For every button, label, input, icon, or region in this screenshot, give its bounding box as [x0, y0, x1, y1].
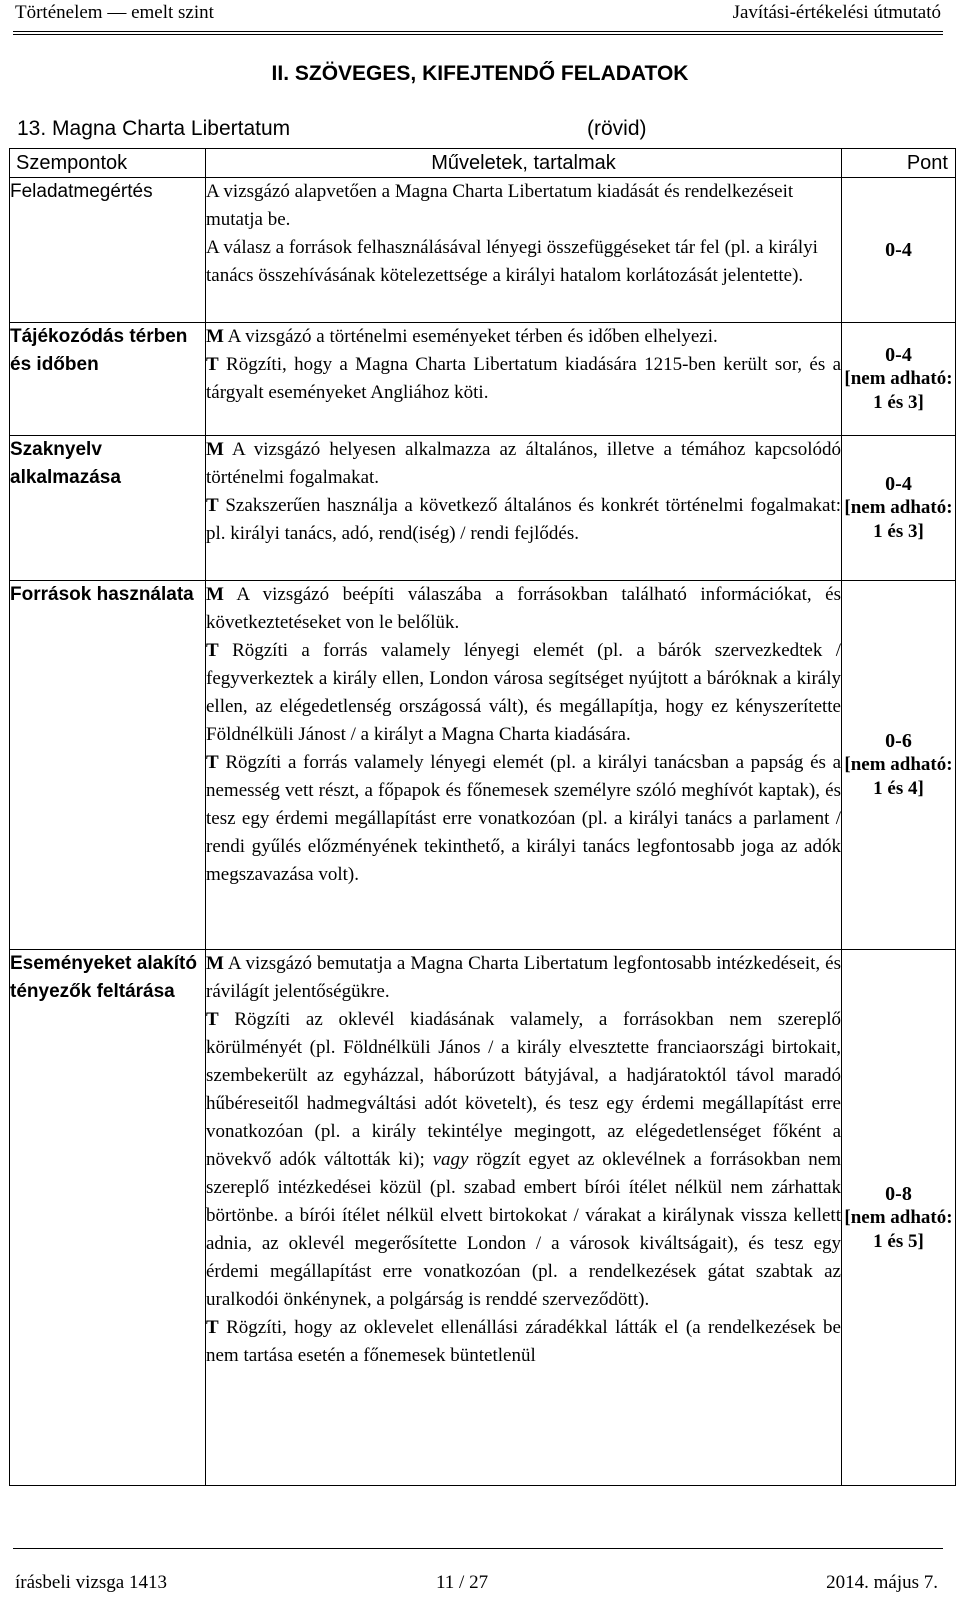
points-cell	[842, 323, 956, 436]
paragraph-text: A vizsgázó helyesen alkalmazza az általános, illetve a témához kapcsolódó történelmi fogalmakat.	[206, 439, 841, 488]
header-subject: Történelem — emelt szint	[15, 2, 214, 23]
col-header-points: Pont	[842, 149, 956, 178]
header-rule	[13, 31, 943, 32]
content-paragraph	[206, 492, 841, 548]
paragraph-text: Szakszerűen használja a következő általános és konkrét történelmi fogalmakat: pl. királyi tanács, adó, rend(iség) / rendi fejlődés.	[206, 495, 842, 544]
points-value: 0-4	[885, 473, 912, 495]
col-header-criteria: Szempontok	[10, 149, 206, 178]
page-header	[0, 0, 960, 30]
content-paragraph	[206, 323, 841, 351]
points-cell	[842, 436, 956, 581]
points-cell	[842, 950, 956, 1486]
content-paragraph: A válasz a források felhasználásával lényegi összefüggéseket tár fel (pl. a királyi tanács összehívásának kötelezettsége a királyi hatalom korlátozását jelentette).	[206, 237, 818, 286]
points-value: 0-4	[885, 344, 912, 366]
paragraph-label: M	[206, 326, 224, 347]
paragraph-text: Rögzíti, hogy az oklevelet ellenállási záradékkal látták el (a rendelkezések be nem tartása esetén a főnemesek büntetlenül	[206, 1317, 841, 1366]
content-paragraph	[206, 637, 841, 749]
paragraph-text: Rögzíti az oklevél kiadásának valamely, a forrásokban nem szereplő körülményét (pl. Földnélküli János / a király elvesztette franciaországi birtokait, szembekerült az egyházzal, háborúzott bátyjával, a hadjáratoktól távol maradó hűbéreseitől hadmegváltási adót követelt), és tesz egy érdemi megállapítást erre vonatkozóan (pl. a király tekintélye megingott, az elégedetlenséget főként a növekvő adók váltották ki);	[206, 1009, 841, 1170]
table-row	[10, 178, 956, 323]
paragraph-text: A vizsgázó a történelmi eseményeket térben és időben elhelyezi.	[227, 326, 718, 347]
criterion-cell: Feladatmegértés	[10, 178, 206, 323]
table-row	[10, 581, 956, 950]
paragraph-label: T	[206, 354, 219, 375]
paragraph-italic: vagy	[432, 1149, 469, 1170]
footer-date: 2014. május 7.	[826, 1572, 938, 1593]
paragraph-label: T	[206, 752, 219, 773]
paragraph-label: T	[206, 495, 219, 516]
points-value: 0-6	[885, 730, 912, 752]
content-paragraph	[206, 950, 841, 1006]
paragraph-label: M	[206, 953, 224, 974]
paragraph-text: Rögzíti a forrás valamely lényegi elemét (pl. a bárók szervezkedtek / fegyverkeztek a király ellen, London városa segítséget nyújtott a báróknak a király ellen, az elégedetlenség országossá vált), és megállapítja, hogy ez kényszerítette Földnélküli Jánost / a királyt a Magna Charta kiadására.	[206, 640, 842, 745]
col-header-content: Műveletek, tartalmak	[206, 149, 842, 178]
paragraph-text: Rögzíti a forrás valamely lényegi elemét (pl. a királyi tanácsban a papság és a nemesség vett részt, a főpapok és főnemesek személyre szóló meghívót kaptak), és tesz egy érdemi megállapítást erre vonatkozóan (pl. a királyi tanács a parlament / rendi gyűlés előzményének tekinthető, a királyi tanács legfontosabb joga az adók megszavazása volt).	[206, 752, 841, 885]
task-type: (rövid)	[587, 117, 647, 140]
table-row	[10, 323, 956, 436]
content-paragraph	[206, 1314, 841, 1370]
content-paragraph	[206, 749, 841, 889]
section-title: II. SZÖVEGES, KIFEJTENDŐ FELADATOK	[271, 62, 689, 85]
criterion-cell: Források használata	[10, 581, 206, 950]
table-row	[10, 950, 956, 1486]
content-cell	[206, 950, 842, 1486]
criterion-cell: Tájékozódás térben és időben	[10, 323, 206, 436]
paragraph-text: A vizsgázó beépíti válaszába a forrásokban található információkat, és következtetéseket von le belőlük.	[206, 584, 842, 633]
content-paragraph: A vizsgázó alapvetően a Magna Charta Libertatum kiadását és rendelkezéseit mutatja be.	[206, 181, 794, 230]
points-note: [nem adható: 1 és 4]	[844, 754, 953, 799]
points-value: 0-8	[885, 1182, 912, 1205]
paragraph-label: T	[206, 640, 219, 661]
footer-page-number: 11 / 27	[436, 1572, 489, 1593]
paragraph-label: M	[206, 439, 224, 460]
content-paragraph	[206, 436, 841, 492]
criterion-cell: Eseményeket alakító tényezők feltárása	[10, 950, 206, 1486]
points-note: [nem adható: 1 és 3]	[844, 497, 953, 542]
task-title: 13. Magna Charta Libertatum	[17, 117, 291, 140]
points-cell	[842, 178, 956, 323]
footer-rule	[13, 1548, 943, 1549]
scoring-table	[9, 148, 956, 1486]
criterion-cell: Szaknyelv alkalmazása	[10, 436, 206, 581]
paragraph-label: T	[206, 1317, 219, 1338]
content-paragraph	[206, 1006, 841, 1314]
content-cell	[206, 178, 842, 323]
paragraph-text: Rögzíti, hogy a Magna Charta Libertatum kiadására 1215-ben került sor, és a tárgyalt eseményeket Angliához köti.	[206, 354, 841, 403]
content-cell	[206, 581, 842, 950]
header-rule-double	[13, 34, 943, 35]
points-note: [nem adható: 1 és 5]	[844, 1206, 953, 1252]
content-paragraph	[206, 351, 841, 407]
content-cell	[206, 436, 842, 581]
content-cell	[206, 323, 842, 436]
paragraph-text: A vizsgázó bemutatja a Magna Charta Libertatum legfontosabb intézkedéseit, és rávilágít jelentőségükre.	[206, 953, 842, 1002]
paragraph-label: T	[206, 1009, 219, 1030]
paragraph-text-continued: rögzít egyet az oklevélnek a forrásokban nem szereplő intézkedései közül (pl. szabad embert bírói ítélet nélkül nem zárhattak börtönbe. a bírói ítélet nélkül elvett birtokokat / várakat a királynak vissza kellett adnia, az oklevél megerősítette London / a városok kiváltságait), és tesz egy érdemi megállapítást erre vonatkozóan (pl. a rendelkezések gátat szabtak az uralkodói önkénynek, a polgárság is renddé szerveződött).	[206, 1149, 841, 1310]
footer-exam-code: írásbeli vizsga 1413	[15, 1572, 167, 1593]
paragraph-label: M	[206, 584, 224, 605]
header-doc-type: Javítási-értékelési útmutató	[732, 2, 941, 23]
content-paragraph	[206, 581, 841, 637]
points-value: 0-4	[885, 239, 912, 261]
points-cell	[842, 581, 956, 950]
points-note: [nem adható: 1 és 3]	[844, 368, 953, 413]
table-header-row	[10, 149, 956, 178]
table-row	[10, 436, 956, 581]
